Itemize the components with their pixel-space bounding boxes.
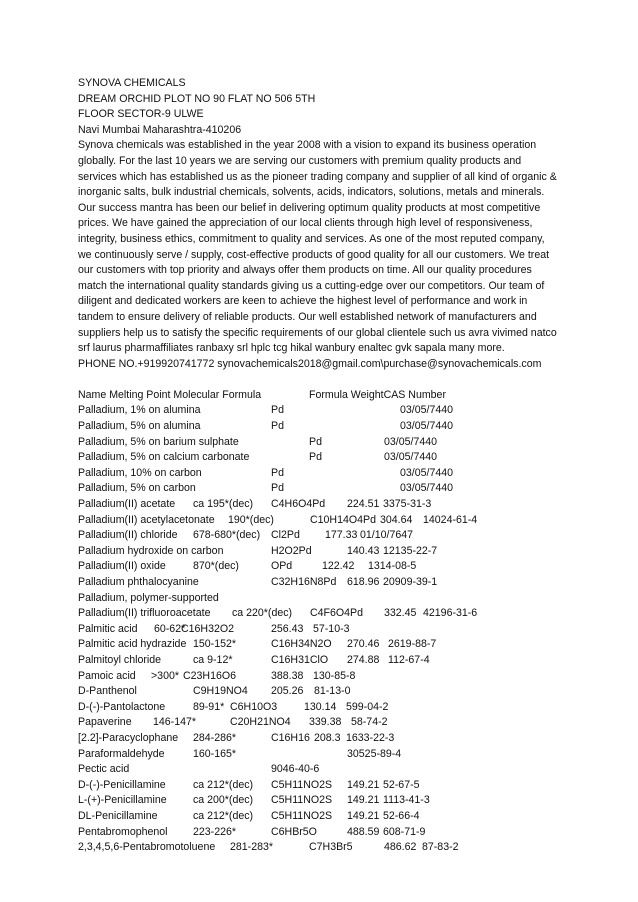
chemical-name: Palladium, 10% on carbon — [78, 466, 202, 479]
cas-number: 57-10-3 — [313, 622, 350, 635]
chemical-name: Pentabromophenol — [78, 825, 168, 838]
melting-point: 678-680*(dec) — [193, 529, 261, 542]
cas-number: 3375-31-3 — [383, 498, 432, 511]
formula-weight: 618.96 — [347, 576, 380, 588]
melting-point: 150-152* — [193, 638, 237, 651]
cas-number: 12135-22-7 — [383, 544, 438, 557]
table-row — [78, 669, 558, 685]
table-row — [78, 435, 558, 451]
table-row — [78, 497, 558, 513]
table-row — [78, 731, 558, 747]
table-row — [78, 591, 558, 607]
cas-number: 2619-88-7 — [388, 638, 437, 651]
chemical-name: Palmitoyl chloride — [78, 653, 162, 666]
table-row — [78, 450, 558, 466]
formula-weight: 486.62 — [384, 841, 417, 854]
melting-point: >300* — [151, 669, 179, 682]
chemical-name: Palladium, 5% on barium sulphate — [78, 435, 239, 448]
contact-line: PHONE NO.+919920741772 synovachemicals2018@gmail.com\purchase@synovachemicals.com — [78, 357, 542, 370]
chemical-name: Palladium(II) acetate — [78, 498, 176, 511]
formula-weight: 130.14 — [304, 700, 337, 713]
molecular-formula: C23H16O6 — [183, 669, 236, 682]
molecular-formula: Pd — [309, 435, 322, 448]
chemical-name: Palladium(II) trifluoroacetate — [78, 607, 211, 620]
table-row — [78, 715, 558, 731]
formula-weight: 177.33 — [325, 529, 358, 542]
cas-number: 1113-41-3 — [383, 794, 430, 807]
chemical-name: Palladium, 5% on carbon — [78, 482, 196, 495]
table-row — [78, 747, 558, 763]
table-row — [78, 778, 558, 794]
cas-number: 01/10/7647 — [360, 529, 414, 542]
cas-number: 87-83-2 — [422, 841, 459, 854]
formula-weight: 270.46 — [347, 638, 380, 651]
melting-point: ca 220*(dec) — [232, 607, 293, 620]
table-row — [78, 653, 558, 669]
molecular-formula: C16H31ClO — [271, 653, 329, 666]
chemical-name: L-(+)-Penicillamine — [78, 794, 167, 807]
chemical-name: Paraformaldehyde — [78, 747, 165, 760]
cas-number: 03/05/7440 — [384, 435, 438, 448]
chemical-name: Palladium, 1% on alumina — [78, 404, 201, 417]
molecular-formula: C6H10O3 — [230, 700, 278, 713]
address-line-2: FLOOR SECTOR-9 ULWE — [78, 108, 204, 121]
cas-number: 58-74-2 — [351, 716, 388, 729]
molecular-formula: C10H14O4Pd — [310, 513, 376, 526]
chemical-name: Palladium(II) chloride — [78, 529, 178, 542]
address-line-3: Navi Mumbai Maharashtra-410206 — [78, 123, 242, 136]
chemical-name: DL-Penicillamine — [78, 809, 158, 822]
cas-number: 42196-31-6 — [423, 607, 478, 620]
table-row — [78, 528, 558, 544]
cas-number: 608-71-9 — [383, 825, 426, 838]
cas-number: 1314-08-5 — [368, 560, 417, 573]
chemical-name: Palladium, 5% on calcium carbonate — [78, 451, 250, 464]
table-row — [78, 419, 558, 435]
molecular-formula: Pd — [309, 451, 322, 464]
formula-weight: 388.38 — [271, 669, 304, 682]
cas-number: 599-04-2 — [346, 700, 389, 713]
chemical-name: Palladium hydroxide on carbon — [78, 544, 224, 557]
cas-number: 112-67-4 — [388, 653, 430, 666]
molecular-formula: Pd — [271, 466, 284, 479]
formula-weight: 149.21 — [347, 778, 380, 791]
molecular-formula: C5H11NO2S — [271, 794, 333, 807]
table-row — [78, 544, 558, 560]
melting-point: 160-165* — [193, 747, 237, 760]
cas-number: 03/05/7440 — [400, 420, 454, 433]
molecular-formula: C20H21NO4 — [230, 716, 291, 729]
melting-point: ca 195*(dec) — [193, 498, 254, 511]
formula-weight: 332.45 — [384, 607, 417, 620]
chemical-name: Papaverine — [78, 716, 132, 729]
chemical-name: Palmitic acid — [78, 622, 138, 635]
chemical-table — [78, 388, 558, 856]
molecular-formula: C5H11NO2S — [271, 778, 333, 791]
table-header-cell: Name Melting Point Molecular Formula — [78, 388, 262, 401]
melting-point: ca 200*(dec) — [193, 794, 254, 807]
table-header-cell: Formula WeightCAS Number — [309, 388, 446, 401]
document-page — [78, 76, 558, 856]
table-row — [78, 575, 558, 591]
molecular-formula: C4H6O4Pd — [271, 498, 326, 511]
cas-number: 9046-40-6 — [271, 763, 320, 776]
melting-point: 146-147* — [153, 716, 197, 729]
chemical-name: Palladium(II) oxide — [78, 560, 166, 573]
formula-weight: 122.42 — [322, 560, 355, 573]
chemical-name: Palmitic acid hydrazide — [78, 638, 187, 651]
cas-number: 03/05/7440 — [400, 466, 454, 479]
molecular-formula: C7H3Br5 — [309, 841, 353, 854]
melting-point: ca 212*(dec) — [193, 809, 254, 822]
chemical-name: Palladium, 5% on alumina — [78, 420, 201, 433]
chemical-name: Pamoic acid — [78, 669, 136, 682]
molecular-formula: C9H19NO4 — [193, 685, 248, 698]
table-row — [78, 793, 558, 809]
formula-weight: 140.43 — [347, 544, 380, 557]
chemical-name: [2.2]-Paracyclophane — [78, 731, 179, 744]
formula-weight: 208.3 — [314, 731, 341, 744]
cas-number: 20909-39-1 — [383, 576, 438, 588]
melting-point: 281-283* — [230, 841, 274, 854]
molecular-formula: C16H34N2O — [271, 638, 332, 651]
cas-number: 52-67-5 — [383, 778, 420, 791]
chemical-name: Palladium, polymer-supported — [78, 591, 219, 604]
table-header-row — [78, 388, 558, 404]
cas-number: 03/05/7440 — [384, 451, 438, 464]
table-row — [78, 466, 558, 482]
formula-weight: 304.64 — [380, 513, 413, 526]
chemical-name: D-Panthenol — [78, 685, 137, 698]
cas-number: 52-66-4 — [383, 809, 420, 822]
melting-point: 60-62* — [154, 622, 186, 635]
formula-weight: 149.21 — [347, 809, 380, 822]
table-row — [78, 481, 558, 497]
table-row — [78, 762, 558, 778]
molecular-formula: Pd — [271, 420, 284, 433]
formula-weight: 149.21 — [347, 794, 380, 807]
table-row — [78, 684, 558, 700]
chemical-name: D-(-)-Penicillamine — [78, 778, 166, 791]
company-name: SYNOVA CHEMICALS — [78, 77, 186, 89]
molecular-formula: C16H32O2 — [181, 622, 234, 635]
table-row — [78, 622, 558, 638]
table-row — [78, 606, 558, 622]
table-row — [78, 700, 558, 716]
melting-point: 190*(dec) — [228, 513, 274, 526]
table-row — [78, 513, 558, 529]
table-row — [78, 637, 558, 653]
table-row — [78, 559, 558, 575]
formula-weight: 256.43 — [271, 622, 304, 635]
cas-number: 130-85-8 — [313, 669, 356, 682]
chemical-name: Palladium phthalocyanine — [78, 576, 199, 588]
molecular-formula: C6HBr5O — [271, 825, 317, 838]
molecular-formula: OPd — [271, 560, 293, 573]
formula-weight: 339.38 — [309, 716, 342, 729]
cas-number: 1633-22-3 — [346, 731, 395, 744]
formula-weight: 488.59 — [347, 825, 380, 838]
melting-point: ca 9-12* — [193, 653, 233, 666]
table-row — [78, 809, 558, 825]
company-intro-paragraph: Synova chemicals was established in the year 2008 with a vision to expand its business operation globally. For the last 10 years we are serving our customers with premium quality products and services which has established us as the pioneer trading company and supplier of all kind of organic & inorganic salts, bulk industrial chemicals, solvents, acids, indicators, solutions, metals and minerals. Our success mantra has been our belief in delivering optimum quality products at most competitive prices. We have gained the appreciation of our local clients through high level of responsiveness, integrity, business ethics, commitment to quality and services. As one of the most reputed company, we continuously serve / supply, cost-effective products of good quality for all our customers. We treat our customers with top priority and always offer them products on time. All our quality procedures match the international quality standards giving us a cutting-edge over our competitors. Our team of diligent and dedicated workers are keen to achieve the highest level of performance and work in tandem to ensure delivery of reliable products. Our well established network of manufacturers and suppliers help us to satisfy the specific requirements of our global clientele such us avra vivimed natco srf laurus pharmaffiliates ranbaxy srl hplc tcg hikal wanbury enaltec gvk sapala many more. — [78, 139, 557, 355]
table-row — [78, 825, 558, 841]
formula-weight: 224.51 — [347, 498, 380, 511]
table-row — [78, 840, 558, 856]
molecular-formula: H2O2Pd — [271, 544, 312, 557]
cas-number: 30525-89-4 — [347, 747, 402, 760]
cas-number: 81-13-0 — [314, 685, 351, 698]
melting-point: 223-226* — [193, 825, 237, 838]
molecular-formula: C4F6O4Pd — [310, 607, 363, 620]
cas-number: 03/05/7440 — [400, 404, 454, 417]
molecular-formula: Pd — [271, 482, 284, 495]
chemical-name: D-(-)-Pantolactone — [78, 700, 166, 713]
formula-weight: 274.88 — [347, 653, 380, 666]
chemical-name: 2,3,4,5,6-Pentabromotoluene — [78, 841, 216, 854]
table-row — [78, 403, 558, 419]
address-line-1: DREAM ORCHID PLOT NO 90 FLAT NO 506 5TH — [78, 92, 316, 105]
melting-point: 284-286* — [193, 731, 237, 744]
spacer — [78, 372, 558, 388]
molecular-formula: C32H16N8Pd — [271, 576, 337, 588]
molecular-formula: Cl2Pd — [271, 529, 300, 542]
cas-number: 03/05/7440 — [400, 482, 454, 495]
melting-point: ca 212*(dec) — [193, 778, 254, 791]
cas-number: 14024-61-4 — [423, 513, 478, 526]
melting-point: 870*(dec) — [193, 560, 239, 573]
molecular-formula: C5H11NO2S — [271, 809, 333, 822]
molecular-formula: Pd — [271, 404, 284, 417]
molecular-formula: C16H16 — [271, 731, 310, 744]
chemical-name: Pectic acid — [78, 763, 130, 776]
formula-weight: 205.26 — [271, 685, 304, 698]
melting-point: 89-91* — [193, 700, 225, 713]
chemical-name: Palladium(II) acetylacetonate — [78, 513, 215, 526]
